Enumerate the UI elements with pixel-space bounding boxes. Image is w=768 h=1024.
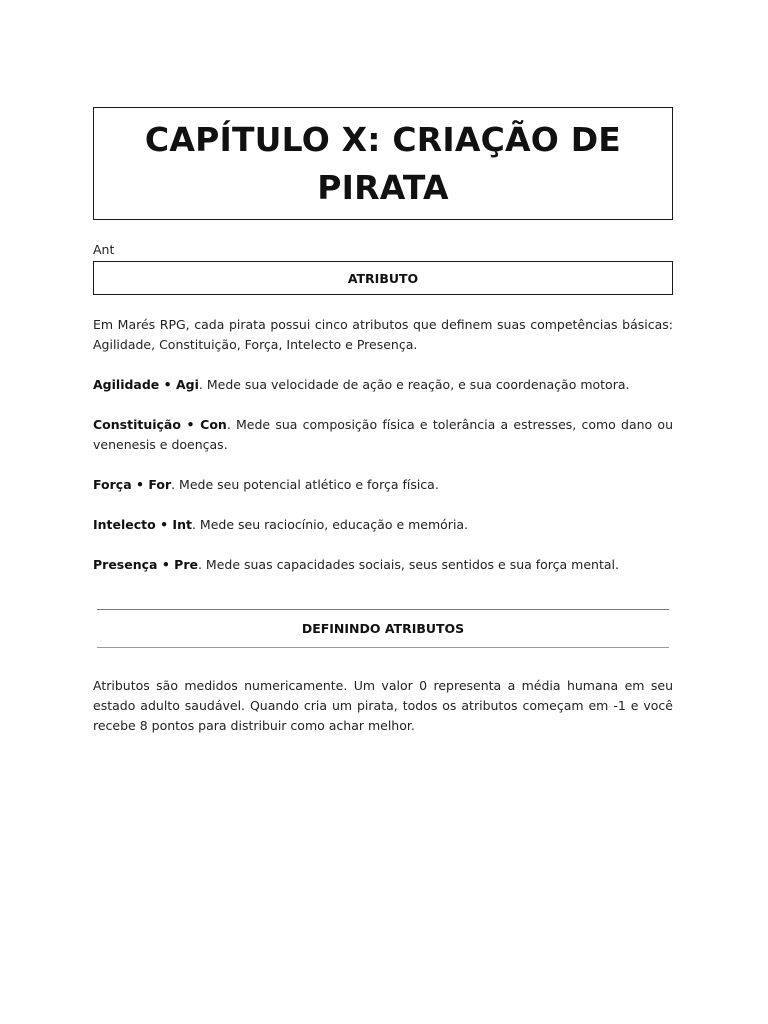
attribute-name: Presença • Pre bbox=[93, 557, 198, 572]
attribute-description: . Mede sua composição física e tolerância a estresses, como dano ou venenesis e doenças. bbox=[93, 417, 673, 452]
chapter-title-box bbox=[93, 107, 673, 220]
attribute-name: Agilidade • Agi bbox=[93, 377, 199, 392]
atributo-heading: ATRIBUTO bbox=[347, 270, 419, 286]
attribute-name: Intelecto • Int bbox=[93, 517, 192, 532]
attribute-description: . Mede seu potencial atlético e força física. bbox=[171, 477, 439, 492]
document-page bbox=[93, 107, 673, 736]
heading-bottom-rule bbox=[97, 647, 669, 648]
definindo-heading-block bbox=[97, 609, 669, 648]
attribute-paragraph-agilidade bbox=[93, 375, 673, 395]
attribute-paragraph-forca bbox=[93, 475, 673, 495]
attribute-description: . Mede sua velocidade de ação e reação, e sua coordenação motora. bbox=[198, 377, 630, 392]
attribute-name: Força • For bbox=[93, 477, 172, 492]
atributo-intro-paragraph: Em Marés RPG, cada pirata possui cinco atributos que definem suas competências básicas: Agilidade, Constituição, Força, Intelecto e Presença. bbox=[93, 317, 673, 352]
chapter-title: CAPÍTULO X: CRIAÇÃO DE PIRATA bbox=[144, 119, 622, 207]
attribute-description: . Mede suas capacidades sociais, seus sentidos e sua força mental. bbox=[197, 557, 619, 572]
attribute-paragraph-presenca bbox=[93, 555, 673, 575]
ant-note: Ant bbox=[93, 242, 115, 257]
definindo-paragraph: Atributos são medidos numericamente. Um valor 0 representa a média humana em seu estado adulto saudável. Quando cria um pirata, todos os atributos começam em -1 e você recebe 8 pontos para distribuir como achar melhor. bbox=[93, 678, 673, 733]
attribute-description: . Mede seu raciocínio, educação e memória. bbox=[191, 517, 469, 532]
atributo-heading-box bbox=[93, 261, 673, 295]
attribute-paragraph-constituicao bbox=[93, 415, 673, 455]
attribute-name: Constituição • Con bbox=[93, 417, 227, 432]
attribute-paragraph-intelecto bbox=[93, 515, 673, 535]
definindo-heading: DEFININDO ATRIBUTOS bbox=[301, 621, 465, 636]
